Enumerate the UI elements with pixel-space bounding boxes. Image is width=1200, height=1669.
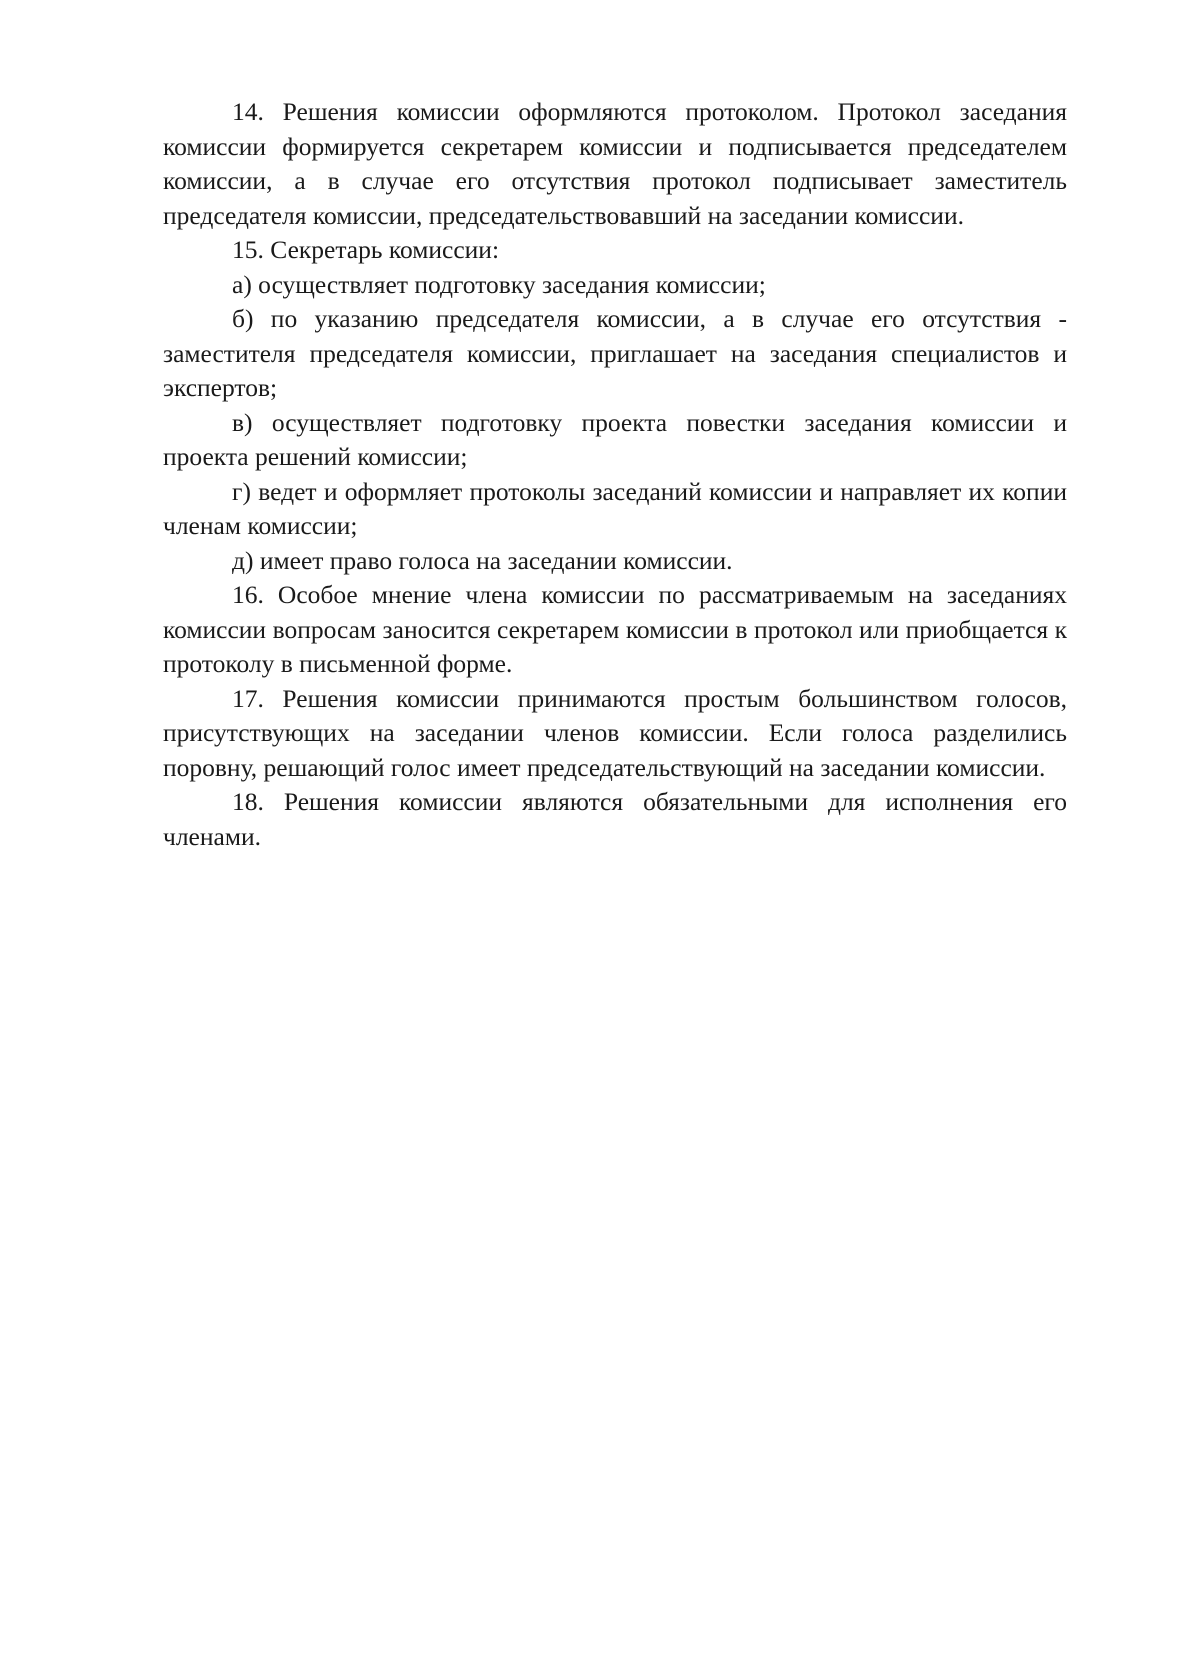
paragraph-14: 14. Решения комиссии оформляются протоколом. Протокол заседания комиссии формируется секретарем комиссии и подписывается председателем комиссии, а в случае его отсутствия протокол подписывает заместитель председателя комиссии, председательствовавший на заседании комиссии. xyxy=(163,97,1067,230)
paragraph-15-a: а) осуществляет подготовку заседания комиссии; xyxy=(232,269,766,299)
document-body xyxy=(163,95,1067,854)
paragraph-16: 16. Особое мнение члена комиссии по рассматриваемым на заседаниях комиссии вопросам заносится секретарем комиссии в протокол или приобщается к протоколу в письменной форме. xyxy=(163,580,1067,678)
paragraph-15-d: д) имеет право голоса на заседании комиссии. xyxy=(232,545,733,575)
paragraph-15-b: б) по указанию председателя комиссии, а в случае его отсутствия - заместителя председателя комиссии, приглашает на заседания специалистов и экспертов; xyxy=(163,304,1067,402)
paragraph-18: 18. Решения комиссии являются обязательными для исполнения его членами. xyxy=(163,787,1067,851)
paragraph-17: 17. Решения комиссии принимаются простым большинством голосов, присутствующих на заседании членов комиссии. Если голоса разделились поровну, решающий голос имеет председательствующий на заседании комиссии. xyxy=(163,683,1067,782)
paragraph-15-v: в) осуществляет подготовку проекта повестки заседания комиссии и проекта решений комиссии; xyxy=(163,407,1067,471)
paragraph-15-g: г) ведет и оформляет протоколы заседаний комиссии и направляет их копии членам комиссии; xyxy=(163,476,1067,540)
paragraph-15: 15. Секретарь комиссии: xyxy=(232,235,500,264)
